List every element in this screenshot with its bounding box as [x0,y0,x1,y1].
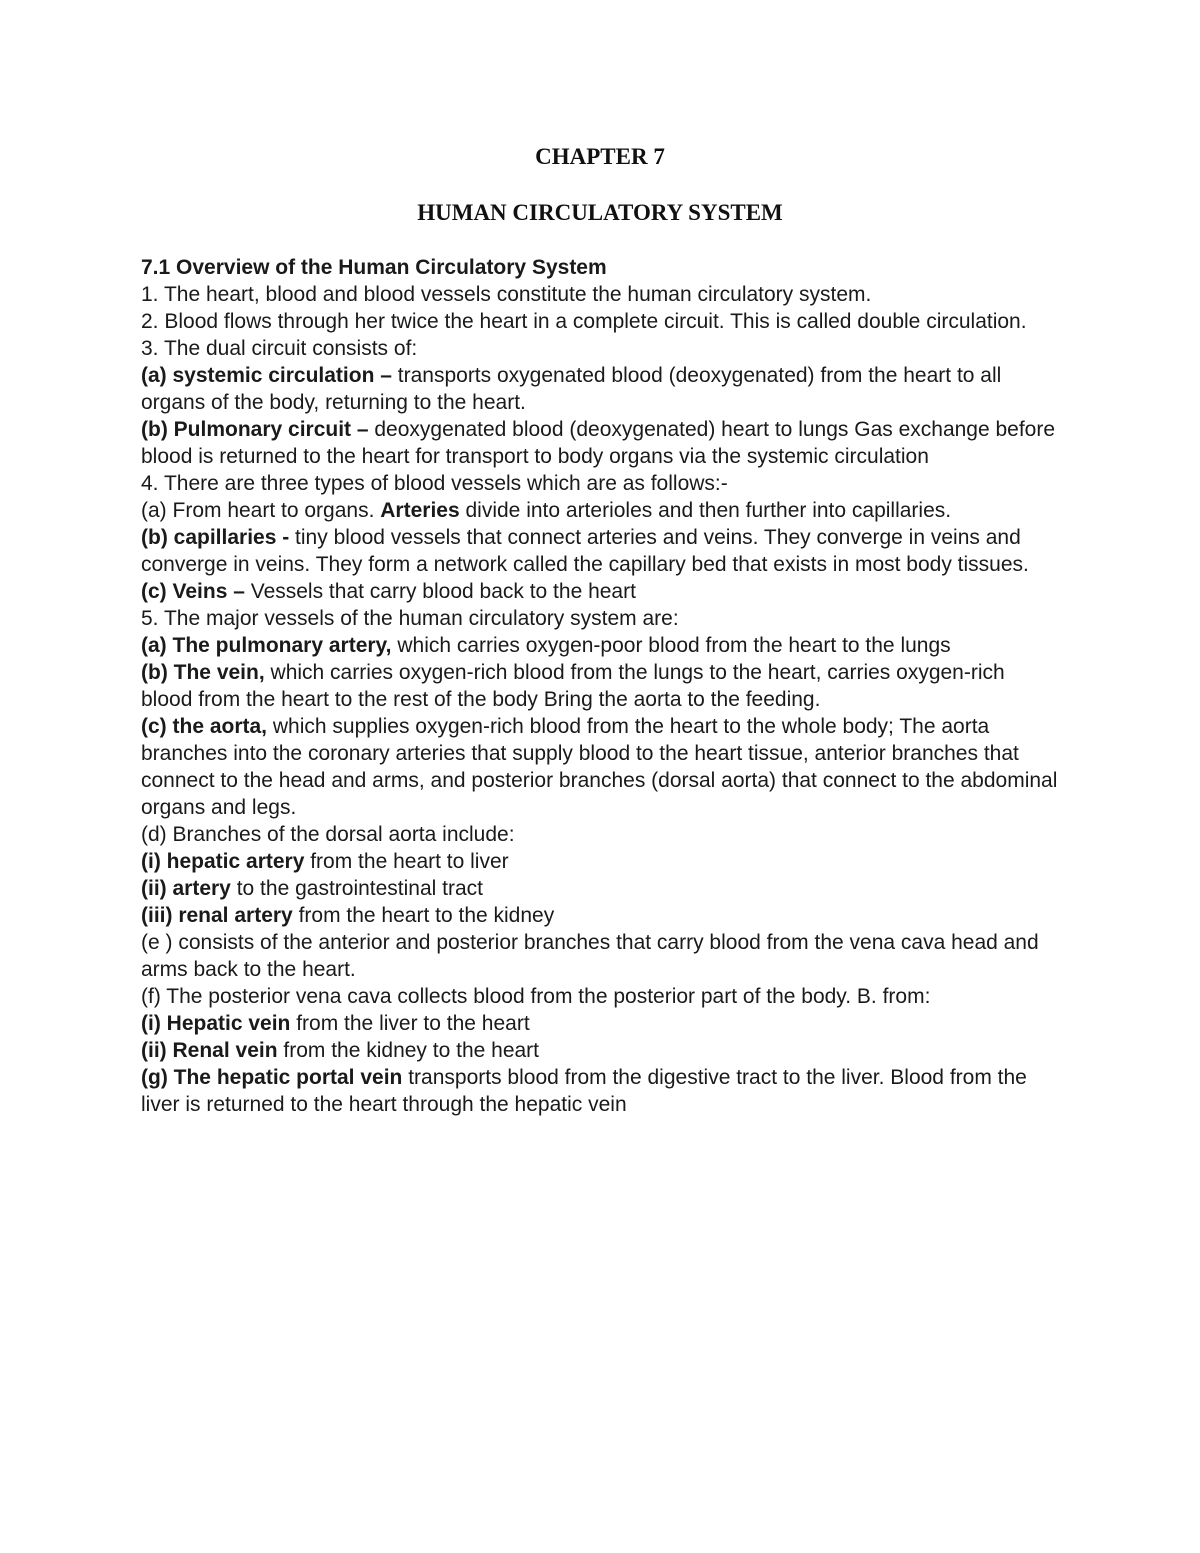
term-label: (iii) renal artery [141,904,293,927]
paragraph-4 [141,470,1061,497]
paragraph-text: deoxygenated blood (deoxygenated) heart to lungs Gas exchange before blood is returned to the heart for transport to body organs via the systemic circulation [141,418,1056,468]
paragraph-text: transports blood from the digestive tract to the liver. Blood from the liver is returned to the heart through the hepatic vein [141,1066,1027,1116]
paragraph-3a [141,362,1061,416]
paragraph-5e [141,929,1061,983]
paragraph-text: which carries oxygen-poor blood from the heart to the lungs [391,634,951,657]
term-label: (b) Pulmonary circuit – [141,418,369,441]
paragraph-1 [141,281,1061,308]
term-label: (b) capillaries - [141,526,290,549]
paragraph-text: (a) From heart to organs. [141,499,381,522]
paragraph-text: from the kidney to the heart [277,1039,540,1062]
paragraph-text: 3. The dual circuit consists of: [141,337,418,360]
paragraph-text: divide into arterioles and then further into capillaries. [459,499,952,522]
term-label: (g) The hepatic portal vein [141,1066,403,1089]
paragraph-text: (d) Branches of the dorsal aorta include: [141,823,515,846]
section-title: 7.1 Overview of the Human Circulatory System [141,256,607,279]
section-body [141,254,1061,1118]
paragraph-5c [141,713,1061,821]
paragraph-text: transports oxygenated blood (deoxygenated) from the heart to all organs of the body, returning to the heart. [141,364,1002,414]
paragraph-2 [141,308,1061,335]
paragraph-4c [141,578,1061,605]
paragraph-4a [141,497,1061,524]
term-label: (b) The vein, [141,661,265,684]
term-label: (i) hepatic artery [141,850,305,873]
paragraph-text: which supplies oxygen-rich blood from the heart to the whole body; The aorta branches into the coronary arteries that supply blood to the heart tissue, anterior branches that connect to the head and arms, and posterior branches (dorsal aorta) that connect to the abdominal organs and legs. [141,715,1058,819]
paragraph-5b [141,659,1061,713]
term-label: (ii) artery [141,877,231,900]
term-label: (i) Hepatic vein [141,1012,291,1035]
paragraph-text: (f) The posterior vena cava collects blood from the posterior part of the body. B. from: [141,985,931,1008]
paragraph-text: Vessels that carry blood back to the heart [244,580,636,603]
paragraph-3 [141,335,1061,362]
paragraph-text: from the heart to liver [304,850,509,873]
term-label: (c) Veins – [141,580,245,603]
chapter-number: CHAPTER 7 [535,144,665,169]
paragraph-text: (e ) consists of the anterior and posterior branches that carry blood from the vena cava head and arms back to the heart. [141,931,1039,981]
paragraph-5d-ii [141,875,1061,902]
paragraph-text: from the liver to the heart [290,1012,530,1035]
chapter-title: HUMAN CIRCULATORY SYSTEM [417,200,783,225]
term-label: (c) the aorta, [141,715,268,738]
paragraph-text: to the gastrointestinal tract [230,877,484,900]
paragraph-text: tiny blood vessels that connect arteries and veins. They converge in veins and converge in veins. They form a network called the capillary bed that exists in most body tissues. [141,526,1029,576]
paragraph-5d-i [141,848,1061,875]
term-label: (ii) Renal vein [141,1039,278,1062]
paragraph-5g [141,1064,1061,1118]
paragraph-5d [141,821,1061,848]
paragraph-5 [141,605,1061,632]
paragraph-5f-i [141,1010,1061,1037]
paragraph-text: 4. There are three types of blood vessels which are as follows:- [141,472,728,495]
paragraph-5a [141,632,1061,659]
paragraph-5d-iii [141,902,1061,929]
paragraph-4b [141,524,1061,578]
paragraph-text: 1. The heart, blood and blood vessels constitute the human circulatory system. [141,283,872,306]
term-label: (a) The pulmonary artery, [141,634,392,657]
term-label: (a) systemic circulation – [141,364,392,387]
paragraph-5f [141,983,1061,1010]
paragraph-5f-ii [141,1037,1061,1064]
term-label: Arteries [380,499,460,522]
paragraph-text: 5. The major vessels of the human circulatory system are: [141,607,679,630]
paragraph-3b [141,416,1061,470]
paragraph-text: which carries oxygen-rich blood from the lungs to the heart, carries oxygen-rich blood from the heart to the rest of the body Bring the aorta to the feeding. [141,661,1005,711]
paragraph-text: 2. Blood flows through her twice the heart in a complete circuit. This is called double circulation. [141,310,1027,333]
paragraph-text: from the heart to the kidney [292,904,555,927]
